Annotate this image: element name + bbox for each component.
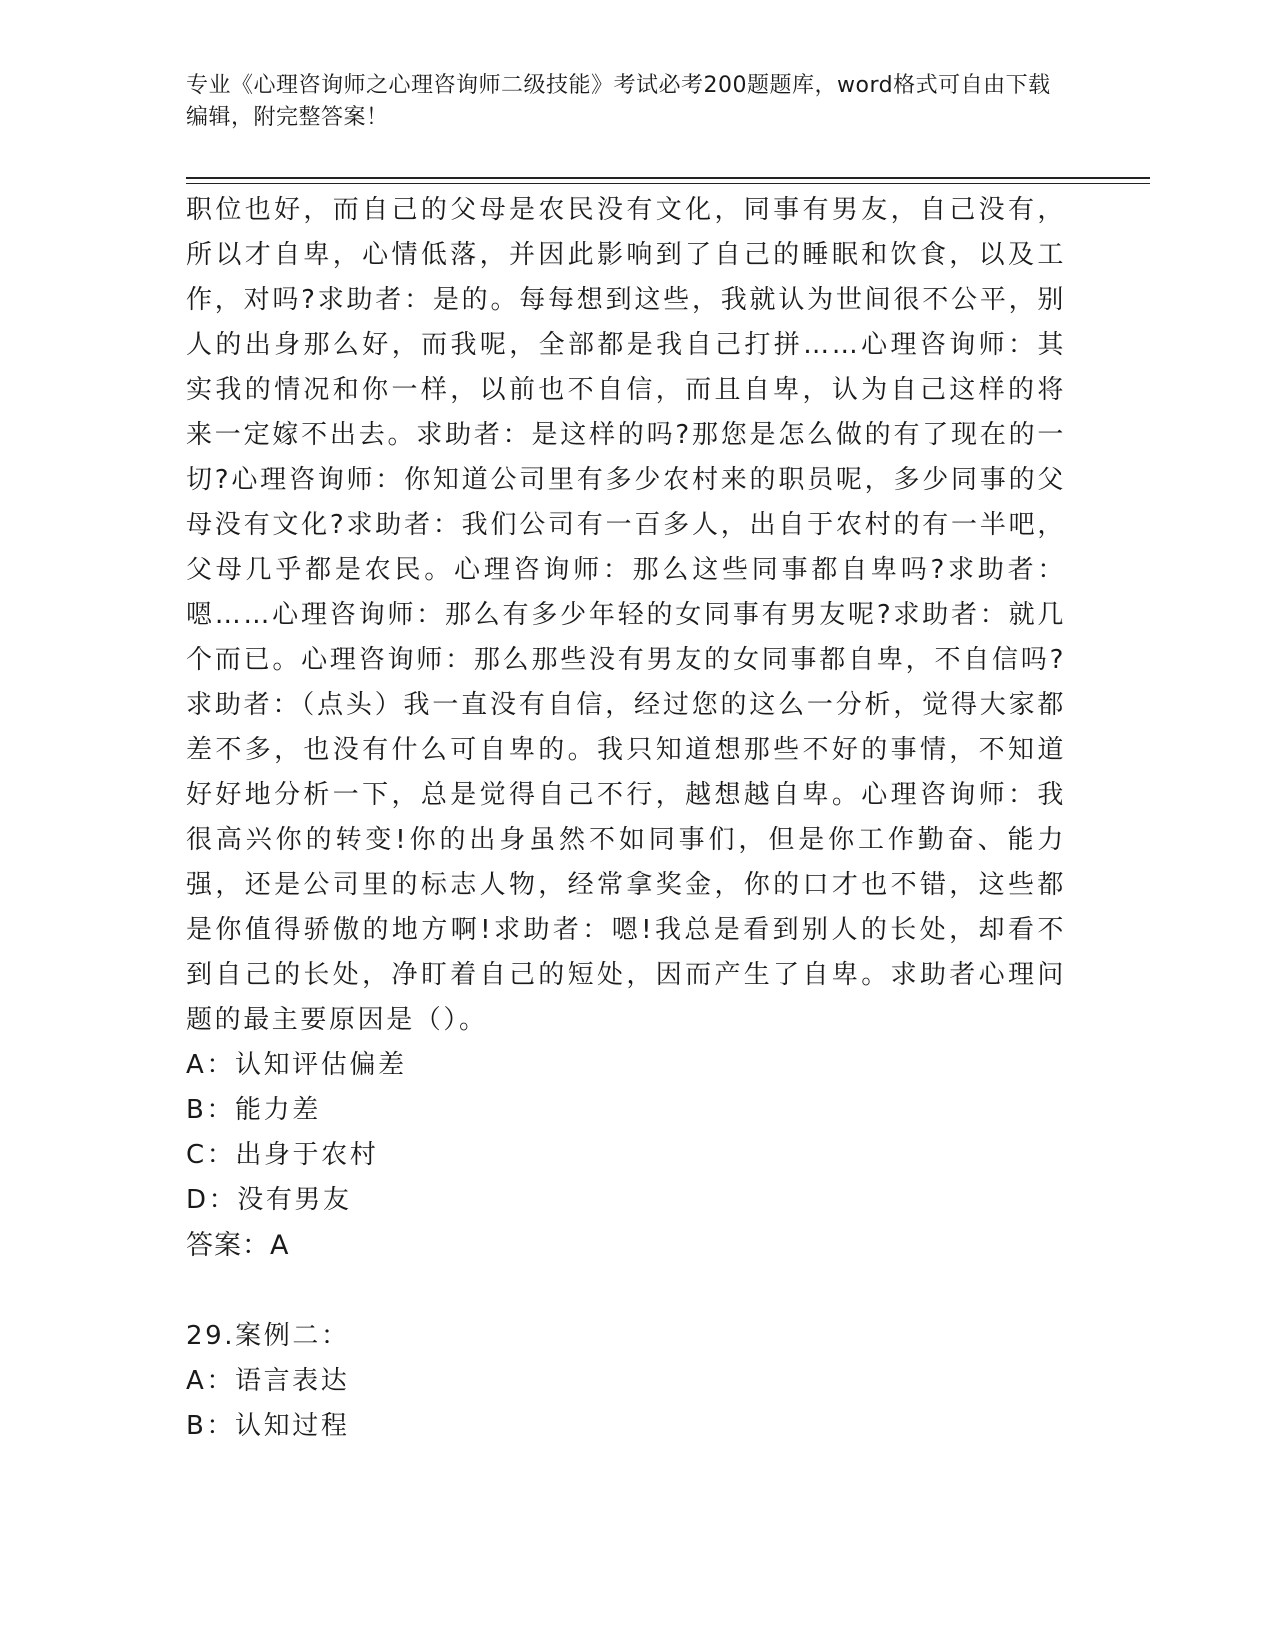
document-body <box>186 188 1066 1449</box>
option-b: B：能力差 <box>186 1095 321 1125</box>
answer-line: 答案：A <box>186 1230 290 1261</box>
header-divider <box>186 177 1150 179</box>
option-d: D：没有男友 <box>186 1185 352 1215</box>
header-divider-thin <box>186 183 1150 184</box>
option-c: C：出身于农村 <box>186 1140 379 1170</box>
section-gap <box>186 1268 1066 1314</box>
option-a: A：认知评估偏差 <box>186 1050 407 1080</box>
page-header: 专业《心理咨询师之心理咨询师二级技能》考试必考200题题库，word格式可自由下载编辑，附完整答案！ <box>186 73 1051 130</box>
question-29-title: 29.案例二： <box>186 1321 350 1351</box>
q29-option-b: B：认知过程 <box>186 1411 350 1441</box>
q29-option-a: A：语言表达 <box>186 1366 350 1396</box>
question-passage: 职位也好，而自己的父母是农民没有文化，同事有男友，自己没有，所以才自卑，心情低落，并因此影响到了自己的睡眠和饮食，以及工作，对吗?求助者：是的。每每想到这些，我就认为世间很不公平，别人的出身那么好，而我呢，全部都是我自己打拼……心理咨询师：其实我的情况和你一样，以前也不自信，而且自卑，认为自己这样的将来一定嫁不出去。求助者：是这样的吗?那您是怎么做的有了现在的一切?心理咨询师：你知道公司里有多少农村来的职员呢，多少同事的父母没有文化?求助者：我们公司有一百多人，出自于农村的有一半吧，父母几乎都是农民。心理咨询师：那么这些同事都自卑吗?求助者：嗯……心理咨询师：那么有多少年轻的女同事有男友呢?求助者：就几个而已。心理咨询师：那么那些没有男友的女同事都自卑，不自信吗?求助者：（点头）我一直没有自信，经过您的这么一分析，觉得大家都差不多，也没有什么可自卑的。我只知道想那些不好的事情，不知道好好地分析一下，总是觉得自己不行，越想越自卑。心理咨询师：我很高兴你的转变!你的出身虽然不如同事们，但是你工作勤奋、能力强，还是公司里的标志人物，经常拿奖金，你的口才也不错，这些都是你值得骄傲的地方啊!求助者：嗯!我总是看到别人的长处，却看不到自己的长处，净盯着自己的短处，因而产生了自卑。求助者心理问题的最主要原因是（）。 <box>186 195 1066 1035</box>
